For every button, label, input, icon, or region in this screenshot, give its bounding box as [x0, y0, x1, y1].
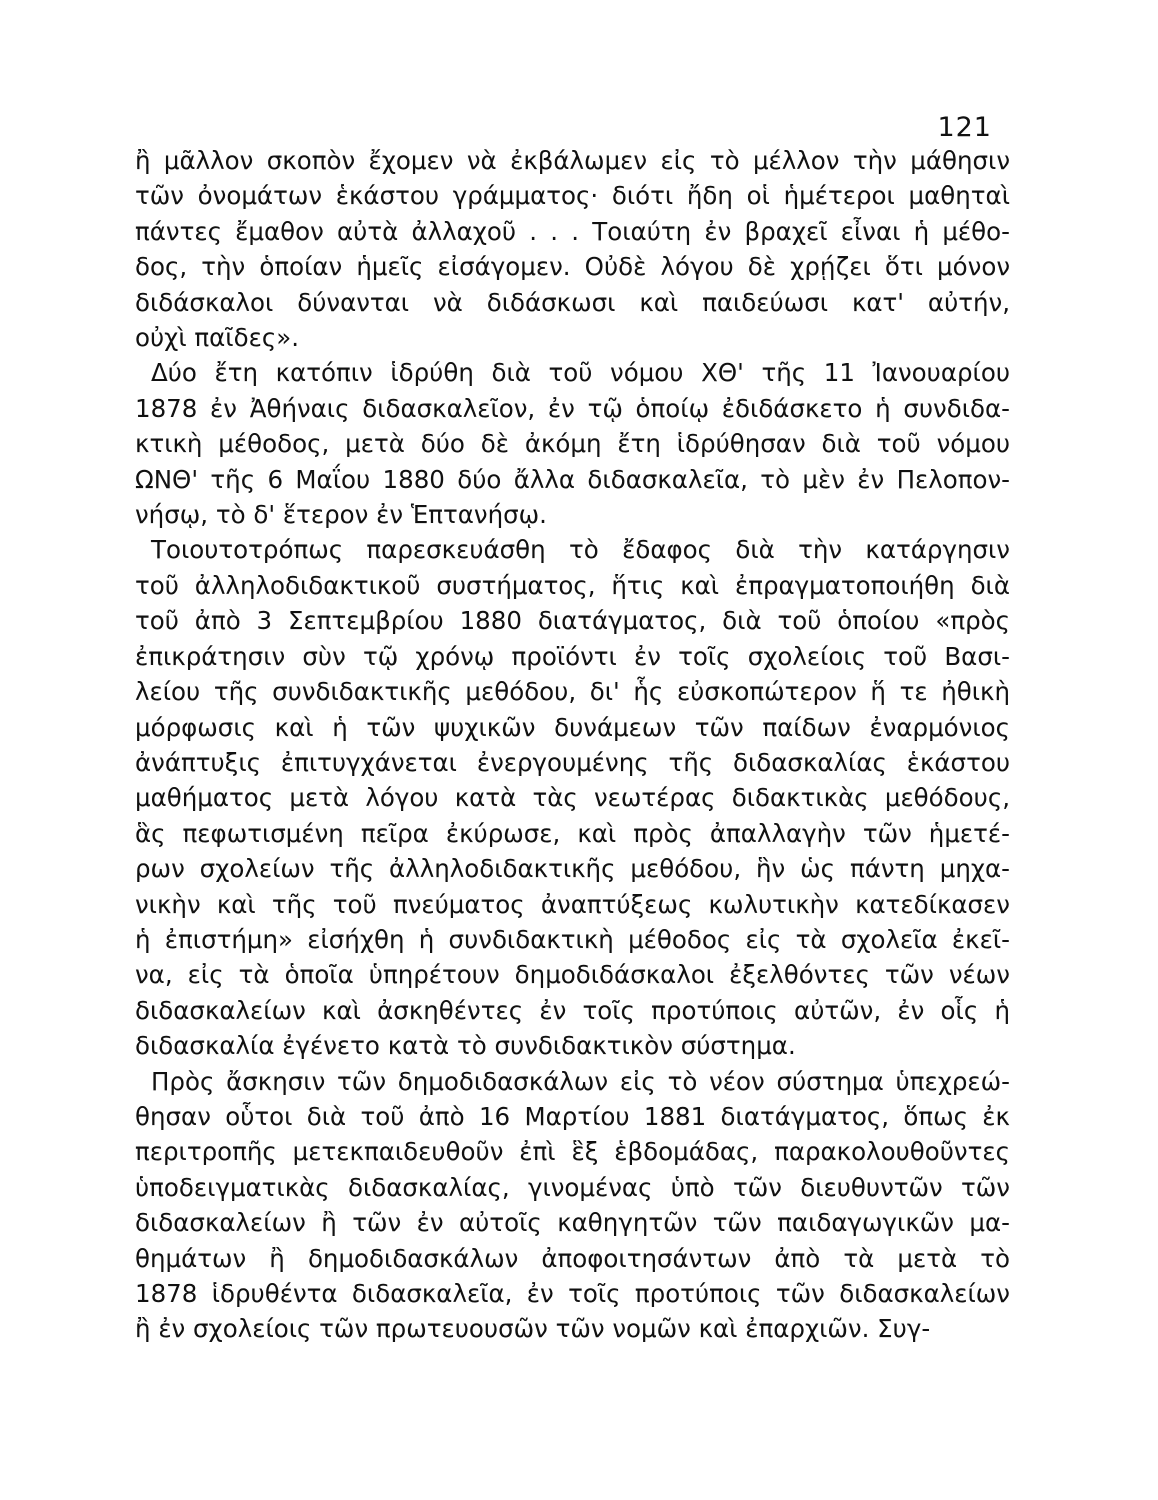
text-line: Δύο ἔτη κατόπιν ἱδρύθη διὰ τοῦ νόμου ΧΘ' τῆς 11 Ἰανουαρίου — [151, 358, 1010, 388]
text-line: λείου τῆς συνδιδακτικῆς μεθόδου, δι' ἧς εὐσκοπώτερον ἥ τε ἠθικὴ — [135, 677, 1010, 707]
text-line: ἐπικράτησιν σὺν τῷ χρόνῳ προϊόντι ἐν τοῖς σχολείοις τοῦ Βασι- — [135, 641, 1010, 671]
text-line: πάντες ἔμαθον αὐτὰ ἀλλαχοῦ . . . Τοιαύτη ἐν βραχεῖ εἶναι ἡ μέθο- — [135, 216, 1010, 246]
text-line: τῶν ὀνομάτων ἑκάστου γράμματος· διότι ἤδη οἱ ἡμέτεροι μαθηταὶ — [135, 181, 1010, 211]
text-line: 1878 ἱδρυθέντα διδασκαλεῖα, ἐν τοῖς προτύποις τῶν διδασκαλείων — [135, 1279, 1010, 1308]
text-line: διδασκαλείων καὶ ἀσκηθέντες ἐν τοῖς προτύποις αὐτῶν, ἐν οἷς ἡ — [135, 995, 1010, 1025]
text-line: κτικὴ μέθοδος, μετὰ δύο δὲ ἀκόμη ἔτη ἱδρύθησαν διὰ τοῦ νόμου — [135, 429, 1010, 459]
paragraph — [135, 355, 1010, 532]
text-line: Πρὸς ἄσκησιν τῶν δημοδιδασκάλων εἰς τὸ νέον σύστημα ὑπεχρεώ- — [151, 1066, 1010, 1096]
text-line: Τοιουτοτρόπως παρεσκευάσθη τὸ ἔδαφος διὰ τὴν κατάργησιν — [151, 535, 1010, 565]
page-number: 121 — [937, 112, 992, 143]
text-line: ἡ ἐπιστήμη» εἰσήχθη ἡ συνδιδακτικὴ μέθοδος εἰς τὰ σχολεῖα ἐκεῖ- — [135, 924, 1010, 954]
text-line: ἃς πεφωτισμένη πεῖρα ἐκύρωσε, καὶ πρὸς ἀπαλλαγὴν τῶν ἡμετέ- — [135, 818, 1010, 848]
text-line: τοῦ ἀπὸ 3 Σεπτεμβρίου 1880 διατάγματος, διὰ τοῦ ὁποίου «πρὸς — [135, 606, 1010, 636]
paragraph — [135, 532, 1010, 1063]
text-line: ὑποδειγματικὰς διδασκαλίας, γινομένας ὑπὸ τῶν διευθυντῶν τῶν — [135, 1172, 1010, 1202]
text-line: 1878 ἐν Ἀθήναις διδασκαλεῖον, ἐν τῷ ὁποίῳ ἐδιδάσκετο ἡ συνδιδα- — [135, 393, 1010, 423]
text-line: διδασκαλία ἐγένετο κατὰ τὸ συνδιδακτικὸν σύστημα. — [135, 1031, 796, 1061]
text-line: δος, τὴν ὁποίαν ἡμεῖς εἰσάγομεν. Οὐδὲ λόγου δὲ χρῄζει ὅτι μόνον — [135, 252, 1010, 282]
text-line: ἢ μᾶλλον σκοπὸν ἔχομεν νὰ ἐκβάλωμεν εἰς τὸ μέλλον τὴν μάθησιν — [135, 146, 1010, 175]
paragraph — [135, 1064, 1010, 1347]
text-line: ΩΝΘ' τῆς 6 Μαΐου 1880 δύο ἄλλα διδασκαλεῖα, τὸ μὲν ἐν Πελοπον- — [135, 464, 1010, 494]
body-text — [135, 143, 1010, 1347]
text-line: μόρφωσις καὶ ἡ τῶν ψυχικῶν δυνάμεων τῶν παίδων ἐναρμόνιος — [135, 712, 1010, 742]
text-line: διδασκαλείων ἢ τῶν ἐν αὐτοῖς καθηγητῶν τῶν παιδαγωγικῶν μα- — [135, 1208, 1010, 1238]
text-line: ἢ ἐν σχολείοις τῶν πρωτευουσῶν τῶν νομῶν καὶ ἐπαρχιῶν. Συγ- — [135, 1314, 931, 1344]
text-line: διδάσκαλοι δύνανται νὰ διδάσκωσι καὶ παιδεύωσι κατ' αὐτήν, — [135, 287, 1010, 317]
paragraph — [135, 143, 1010, 355]
text-line: οὐχὶ παῖδες». — [135, 323, 299, 353]
text-line: θησαν οὗτοι διὰ τοῦ ἀπὸ 16 Μαρτίου 1881 διατάγματος, ὅπως ἐκ — [135, 1101, 1010, 1131]
text-line: νήσῳ, τὸ δ' ἕτερον ἐν Ἑπτανήσῳ. — [135, 500, 547, 530]
text-line: ἀνάπτυξις ἐπιτυγχάνεται ἐνεργουμένης τῆς διδασκαλίας ἑκάστου — [135, 747, 1010, 777]
text-line: ρων σχολείων τῆς ἀλληλοδιδακτικῆς μεθόδου, ἣν ὡς πάντη μηχα- — [135, 854, 1010, 884]
text-line: νικὴν καὶ τῆς τοῦ πνεύματος ἀναπτύξεως κωλυτικὴν κατεδίκασεν — [135, 889, 1010, 919]
text-line: μαθήματος μετὰ λόγου κατὰ τὰς νεωτέρας διδακτικὰς μεθόδους, — [135, 783, 1010, 813]
text-line: τοῦ ἀλληλοδιδακτικοῦ συστήματος, ἥτις καὶ ἐπραγματοποιήθη διὰ — [135, 570, 1010, 600]
text-line: θημάτων ἢ δημοδιδασκάλων ἀποφοιτησάντων ἀπὸ τὰ μετὰ τὸ — [135, 1243, 1010, 1273]
text-line: να, εἰς τὰ ὁποῖα ὑπηρέτουν δημοδιδάσκαλοι ἐξελθόντες τῶν νέων — [135, 960, 1010, 990]
text-line: περιτροπῆς μετεκπαιδευθοῦν ἐπὶ ἓξ ἑβδομάδας, παρακολουθοῦντες — [135, 1137, 1010, 1167]
